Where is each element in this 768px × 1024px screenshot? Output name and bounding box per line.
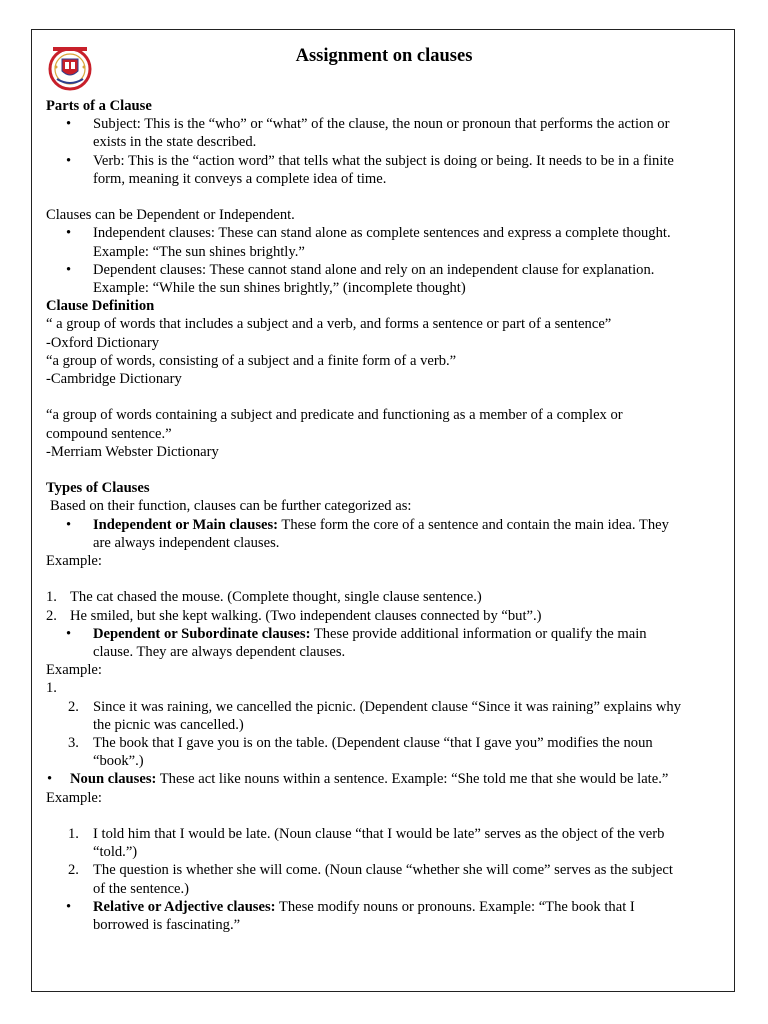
types-intro: Based on their function, clauses can be further categorized as: [50, 498, 412, 515]
dep-indep-intro: Clauses can be Dependent or Independent. [46, 207, 295, 224]
list-item: 1. The cat chased the mouse. (Complete thought, single clause sentence.) [46, 589, 482, 606]
example-label: Example: [46, 553, 102, 570]
list-item: • Noun clauses: These act like nouns within a sentence. Example: “She told me that she would be late.” [46, 770, 726, 788]
oxford-quote: “ a group of words that includes a subject and a verb, and forms a sentence or part of a sentence” [46, 316, 612, 333]
cambridge-source: -Cambridge Dictionary [46, 371, 182, 388]
page-title: Assignment on clauses [295, 46, 473, 66]
list-item: • Subject: This is the “who” or “what” of the clause, the noun or pronoun that performs the action or exists in the state described. [46, 115, 726, 151]
list-item: 1. I told him that I would be late. (Noun clause “that I would be late” serves as the object of the verb “told.”) [68, 826, 665, 861]
list-item: • Relative or Adjective clauses: These modify nouns or pronouns. Example: “The book that I borrowed is fascinating.” [46, 898, 726, 934]
list-item: 2. Since it was raining, we cancelled the picnic. (Dependent clause “Since it was raining” explains why the picnic was cancelled.) [68, 698, 682, 733]
list-item: 2. He smiled, but she kept walking. (Two independent clauses connected by “but”.) [46, 607, 542, 624]
types-heading: Types of Clauses [46, 480, 150, 497]
list-number: 1. [46, 680, 57, 697]
list-item: • Dependent or Subordinate clauses: These provide additional information or qualify the main clause. They are always dependent clauses. [46, 625, 726, 661]
merriam-quote-line1: “a group of words containing a subject and predicate and functioning as a member of a complex or [46, 407, 623, 424]
list-item: 2. The question is whether she will come. (Noun clause “whether she will come” serves as the subject of the sentence.) [68, 862, 673, 897]
list-item: • Verb: This is the “action word” that tells what the subject is doing or being. It needs to be in a finite form, meaning it conveys a complete idea of time. [46, 152, 726, 188]
document-body [46, 97, 726, 934]
example-label: Example: [46, 789, 102, 806]
list-item: • Independent or Main clauses: These form the core of a sentence and contain the main idea. They are always independent clauses. [46, 516, 726, 552]
list-item: • Independent clauses: These can stand alone as complete sentences and express a complete thought. Example: “The sun shines brightly.” [46, 224, 726, 260]
merriam-source: -Merriam Webster Dictionary [46, 443, 219, 460]
parts-heading: Parts of a Clause [46, 98, 152, 114]
cambridge-quote: “a group of words, consisting of a subject and a finite form of a verb.” [46, 352, 457, 369]
example-label: Example: [46, 662, 102, 679]
oxford-source: -Oxford Dictionary [46, 334, 160, 351]
list-item: 3. The book that I gave you is on the table. (Dependent clause “that I gave you” modifies the noun “book”.) [68, 735, 653, 770]
list-item: • Dependent clauses: These cannot stand alone and rely on an independent clause for explanation. Example: “While the sun shines brightly,” (incomplete thought) [46, 261, 726, 297]
definition-heading: Clause Definition [46, 298, 155, 315]
merriam-quote-line2: compound sentence.” [46, 425, 172, 442]
